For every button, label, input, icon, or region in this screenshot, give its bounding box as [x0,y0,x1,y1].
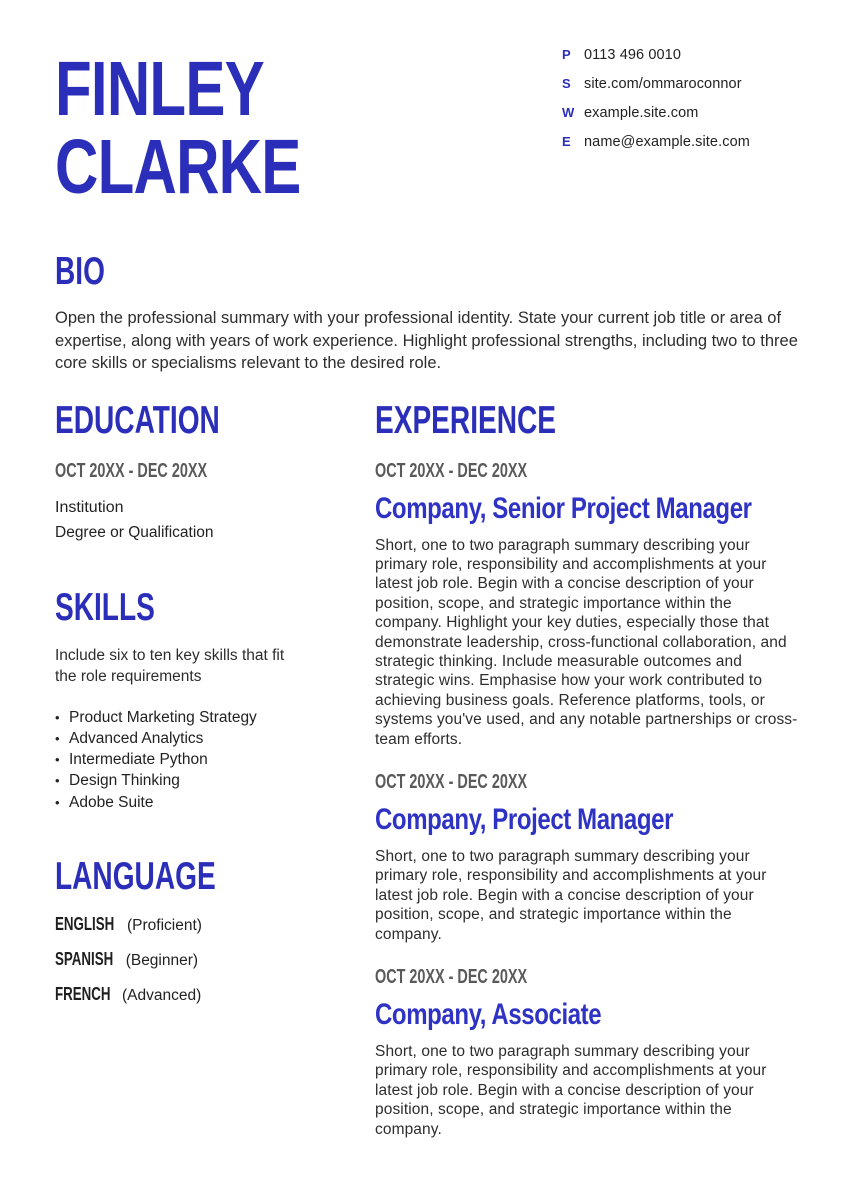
experience-title-text: Company, Project Manager [375,802,674,836]
education-dates-text: OCT 20XX - DEC 20XX [55,459,208,482]
language-name [55,914,135,935]
social-value: site.com/ommaroconnor [584,76,742,92]
language-row [55,914,323,935]
website-label: W [562,105,575,120]
email-label: E [562,134,571,149]
experience-title [375,998,800,1032]
language-level: (Beginner) [125,951,199,969]
experience-title [375,492,800,526]
website-value: example.site.com [584,105,699,121]
skill-item: • Advanced Analytics [55,728,323,749]
education-heading-text: EDUCATION [55,398,220,442]
skills-section [55,585,323,813]
two-column-body [55,398,800,1140]
experience-dates-text: OCT 20XX - DEC 20XX [375,459,528,482]
education-degree: Degree or Qualification [55,523,214,541]
experience-title-text: Company, Senior Project Manager [375,491,752,525]
experience-section [375,398,800,1140]
experience-dates-text: OCT 20XX - DEC 20XX [375,966,528,988]
experience-summary: Short, one to two paragraph summary describing your primary role, responsibility and accomplishments at your latest job role. Begin with a concise description of your position, scope, and strategic importance within the company. [375,1043,767,1138]
skills-heading [55,585,323,629]
phone-value: 0113 496 0010 [584,47,681,63]
experience-title [375,803,800,837]
contact-block [562,47,800,163]
language-heading [55,854,323,898]
bio-heading [55,252,800,291]
experience-title-text: Company, Associate [375,998,602,1031]
skill-item: • Design Thinking [55,770,323,791]
skills-heading-text: SKILLS [55,585,155,629]
experience-dates [375,460,800,483]
language-row [55,949,323,970]
education-dates [55,460,323,483]
skill-item: • Adobe Suite [55,792,323,813]
right-column [375,398,800,1140]
experience-summary: Short, one to two paragraph summary describing your primary role, responsibility and accomplishments at your latest job role. Begin with a concise description of your position, scope, and strategic importance within the company. [375,847,767,943]
education-heading [55,398,323,442]
skills-intro: Include six to ten key skills that fit the role requirements [55,646,285,685]
experience-dates [375,966,800,989]
contact-row-phone [562,47,800,63]
language-level: (Proficient) [127,916,202,934]
left-column [55,398,323,1140]
language-section [55,854,323,1005]
language-name-text: FRENCH [55,983,111,1004]
experience-heading-text: EXPERIENCE [375,398,557,442]
language-name-text: ENGLISH [55,913,115,934]
language-name-text: SPANISH [55,948,114,969]
contact-row-social [562,76,800,92]
experience-heading [375,398,800,442]
skill-item: • Product Marketing Strategy [55,707,323,728]
experience-entry [375,966,800,1139]
language-heading-text: LANGUAGE [55,854,216,898]
bio-section [55,252,800,375]
experience-summary: Short, one to two paragraph summary describing your primary role, responsibility and accomplishments at your latest job role. Begin with a concise description of your position, scope, and strategic importance within the company. Highlight your key duties, especially those that demonstrate leadership, cross-functional collaboration, and strategic thinking. Include measurable outcomes and strategic wins. Emphasise how your work contributed to achieving business goals. Reference platforms, tools, or systems you've used, and any notable partnerships or cross-team efforts. [375,536,798,748]
header [55,40,800,210]
skills-list [55,707,323,813]
name-heading [55,46,370,210]
social-label: S [562,76,571,91]
experience-entry [375,460,800,749]
bio-text: Open the professional summary with your professional identity. State your current job title or area of expertise, along with years of work experience. Highlight professional strengths, including two to three core skills or specialisms relevant to the desired role. [55,309,798,372]
bio-heading-text: BIO [55,250,105,293]
email-value: name@example.site.com [584,134,750,150]
language-name [55,949,134,970]
education-institution: Institution [55,498,124,516]
phone-label: P [562,47,571,62]
language-level: (Advanced) [122,986,202,1004]
language-name [55,984,130,1005]
first-name: FINLEY [55,46,264,132]
experience-dates [375,771,800,794]
language-row [55,984,323,1005]
experience-dates-text: OCT 20XX - DEC 20XX [375,770,528,793]
experience-entry [375,771,800,944]
contact-row-email [562,134,800,150]
skill-item: • Intermediate Python [55,749,323,770]
last-name: CLARKE [55,124,301,210]
education-section [55,398,323,542]
contact-row-website [562,105,800,121]
